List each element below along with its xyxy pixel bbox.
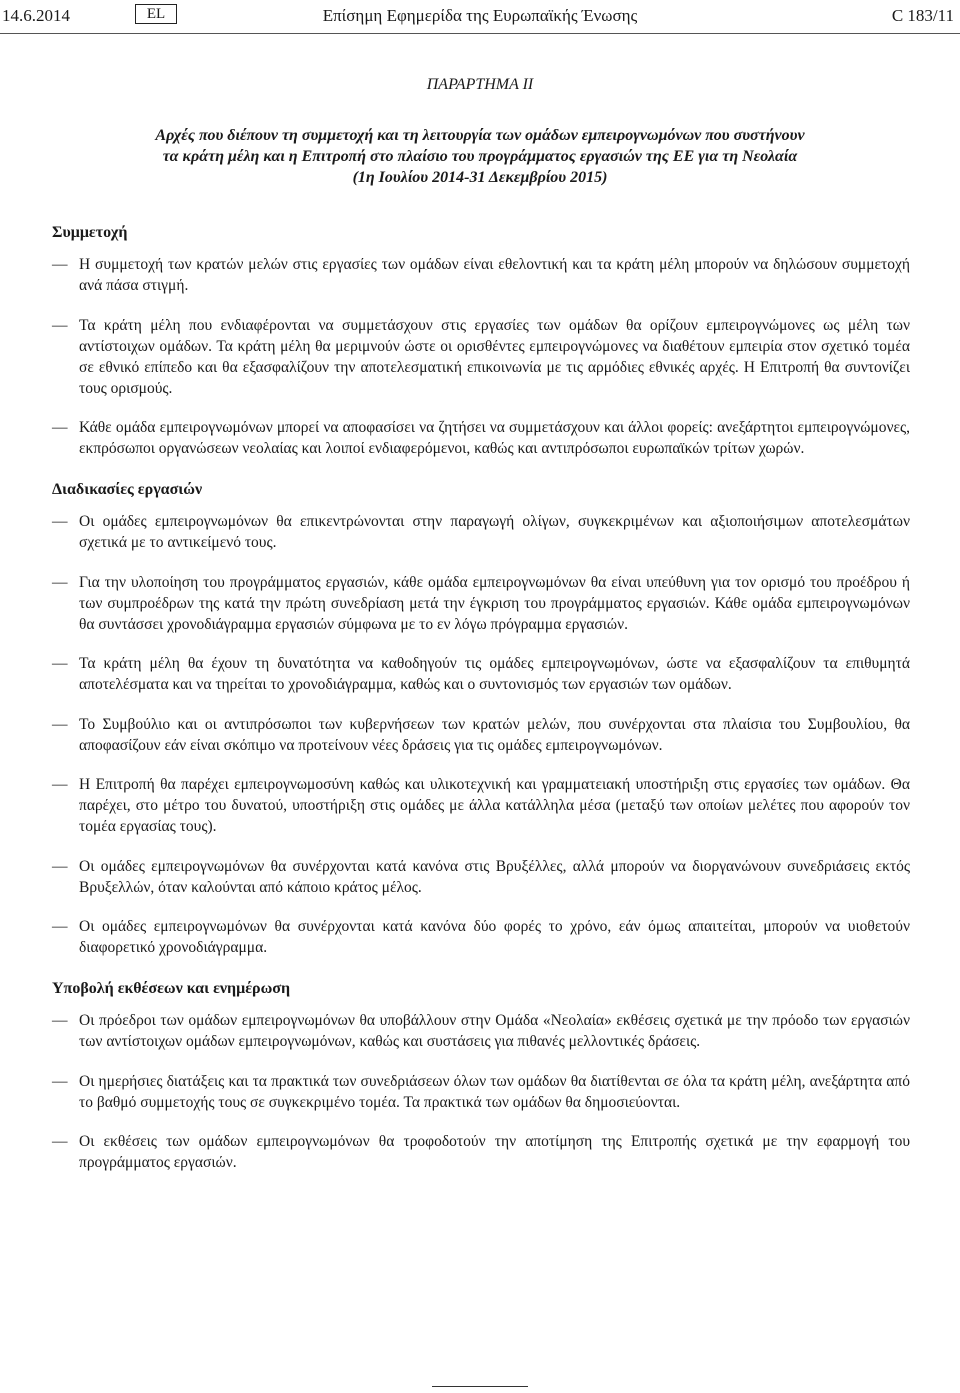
list-item	[52, 254, 910, 296]
item-text: Τα κράτη μέλη που ενδιαφέρονται να συμμετάσχουν στις εργασίες των ομάδων θα ορίζουν εμπειρογνώμονες ως μέλη των αντίστοιχων ομάδων. Τα κράτη μέλη θα μεριμνούν ώστε οι ορισθέντες εμπειρογνώμονες να διαθέτουν εμπειρία στον σχετικό τομέα σε εθνικό επίπεδο και θα εξασφαλίζουν την αποτελεσματική επικοινωνία με τις αρμόδιες εθνικές αρχές. Η Επιτροπή θα συντονίζει τους ορισμούς.	[79, 316, 910, 397]
item-text: Το Συμβούλιο και οι αντιπρόσωποι των κυβερνήσεων των κρατών μελών, που συνέρχονται στα πλαίσια του Συμβουλίου, θα αποφασίζουν εάν είναι σκόπιμο να προτείνουν νέες δράσεις για τις ομάδες εμπειρογνωμόνων.	[79, 715, 910, 754]
list-item	[52, 1010, 910, 1052]
document-title	[60, 125, 900, 188]
item-text: Η Επιτροπή θα παρέχει εμπειρογνωμοσύνη καθώς και υλικοτεχνική και γραμματειακή υποστήριξη στις εργασίες των ομάδων. Θα παρέχει, στο μέτρο του δυνατού, υποστήριξη στις ομάδες με άλλα κατάλληλα μέσα (μεταξύ των οποίων μελέτες που αφορούν τον τομέα εργασίας τους).	[79, 776, 910, 835]
footer-rule	[432, 1386, 528, 1387]
page-reference: C 183/11	[891, 6, 954, 25]
dash-bullet: —	[52, 1072, 68, 1090]
dash-bullet: —	[52, 776, 68, 793]
dash-bullet: —	[52, 857, 68, 875]
list-item	[52, 511, 910, 553]
item-text: Τα κράτη μέλη θα έχουν τη δυνατότητα να καθοδηγούν τις ομάδες εμπειρογνωμόνων, ώστε να εξασφαλίζουν τα επιθυμητά αποτελέσματα και να τηρείται το χρονοδιάγραμμα, καθώς και ο συντονισμός των εργασιών των ομάδων.	[79, 655, 910, 693]
title-line: τα κράτη μέλη και η Επιτροπή στο πλαίσιο του προγράμματος εργασιών της ΕΕ για τη Νεολαία	[162, 148, 798, 165]
list-item	[52, 1131, 910, 1173]
item-text: Οι πρόεδροι των ομάδων εμπειρογνωμόνων θα υποβάλλουν στην Ομάδα «Νεολαία» εκθέσεις σχετικά με την πρόοδο των εργασιών των αντίστοιχων ομάδων εμπειρογνωμόνων, καθώς και συστάσεις για πιθανές μελλοντικές δράσεις.	[79, 1012, 910, 1050]
list-item	[52, 653, 910, 695]
title-line: Αρχές που διέπουν τη συμμετοχή και τη λειτουργία των ομάδων εμπειρογνωμόνων που συστήνουν	[155, 127, 805, 144]
list-item	[52, 774, 910, 837]
language-badge: EL	[135, 4, 177, 24]
section-title-reporting: Υποβολή εκθέσεων και ενημέρωση	[52, 980, 291, 997]
item-text: Οι εκθέσεις των ομάδων εμπειρογνωμόνων θα τροφοδοτούν την αποτίμηση της Επιτροπής σχετικά με την εφαρμογή του προγράμματος εργασιών.	[79, 1133, 910, 1171]
publication-date: 14.6.2014	[2, 6, 70, 25]
dash-bullet: —	[52, 316, 68, 334]
title-line: (1η Ιουλίου 2014-31 Δεκεμβρίου 2015)	[352, 169, 608, 186]
item-text: Οι ομάδες εμπειρογνωμόνων θα επικεντρώνονται στην παραγωγή ολίγων, συγκεκριμένων και αξιοποιήσιμων αποτελεσμάτων σχετικά με το αντικείμενό τους.	[79, 513, 910, 551]
document-body	[52, 222, 910, 1192]
dash-bullet: —	[52, 918, 68, 935]
header-rule	[0, 33, 960, 34]
dash-bullet: —	[52, 513, 68, 530]
journal-title: Επίσημη Εφημερίδα της Ευρωπαϊκής Ένωσης	[322, 6, 638, 25]
list-item	[52, 856, 910, 898]
dash-bullet: —	[52, 1133, 68, 1150]
dash-bullet: —	[52, 419, 68, 436]
dash-bullet: —	[52, 655, 68, 672]
section-title-participation: Συμμετοχή	[52, 224, 128, 241]
page-header	[0, 0, 960, 34]
dash-bullet: —	[52, 1012, 68, 1029]
item-text: Οι ομάδες εμπειρογνωμόνων θα συνέρχονται κατά κανόνα δύο φορές το χρόνο, εάν όμως απαιτείται, μπορούν να υιοθετούν διαφορετικό χρονοδιάγραμμα.	[79, 918, 910, 956]
dash-bullet: —	[52, 573, 68, 591]
item-text: Κάθε ομάδα εμπειρογνωμόνων μπορεί να αποφασίσει να ζητήσει να συμμετάσχουν και άλλοι φορείς: ανεξάρτητοι εμπειρογνώμονες, εκπρόσωποι οργανώσεων νεολαίας και λοιποί ενδιαφερόμενοι, καθώς και αντιπρόσωποι ευρωπαϊκών τρίτων χωρών.	[79, 419, 910, 457]
list-item	[52, 315, 910, 399]
list-item	[52, 417, 910, 459]
list-item	[52, 916, 910, 958]
annex-label: ΠΑΡΑΡΤΗΜΑ II	[426, 76, 534, 93]
item-text: Οι ομάδες εμπειρογνωμόνων θα συνέρχονται κατά κανόνα στις Βρυξέλλες, αλλά μπορούν να διοργανώνουν συνεδριάσεις εκτός Βρυξελλών, όταν καλούνται από κάποιο κράτος μέλος.	[79, 857, 910, 896]
list-item	[52, 1071, 910, 1113]
dash-bullet: —	[52, 715, 68, 733]
section-title-working-procedures: Διαδικασίες εργασιών	[52, 481, 203, 498]
dash-bullet: —	[52, 256, 68, 273]
list-item	[52, 714, 910, 756]
item-text: Οι ημερήσιες διατάξεις και τα πρακτικά των συνεδριάσεων όλων των ομάδων θα διατίθενται σε όλα τα κράτη μέλη, ανεξάρτητα από το βαθμό συμμετοχής τους σε συγκεκριμένο τομέα. Τα πρακτικά των ομάδων θα δημοσιεύονται.	[79, 1072, 910, 1111]
item-text: Η συμμετοχή των κρατών μελών στις εργασίες των ομάδων είναι εθελοντική και τα κράτη μέλη μπορούν να δηλώσουν συμμετοχή ανά πάσα στιγμή.	[79, 256, 910, 294]
list-item	[52, 572, 910, 635]
item-text: Για την υλοποίηση του προγράμματος εργασιών, κάθε ομάδα εμπειρογνωμόνων θα είναι υπεύθυνη για τον ορισμό του προέδρου ή των συμπροέδρων της κατά την πρώτη συνεδρίαση μετά την έγκριση του προγράμματος εργασιών. Κάθε ομάδα εμπειρογνωμόνων θα συντάσσει χρονοδιάγραμμα εργασιών σύμφωνα με το εν λόγω πρόγραμμα εργασιών.	[79, 573, 910, 633]
